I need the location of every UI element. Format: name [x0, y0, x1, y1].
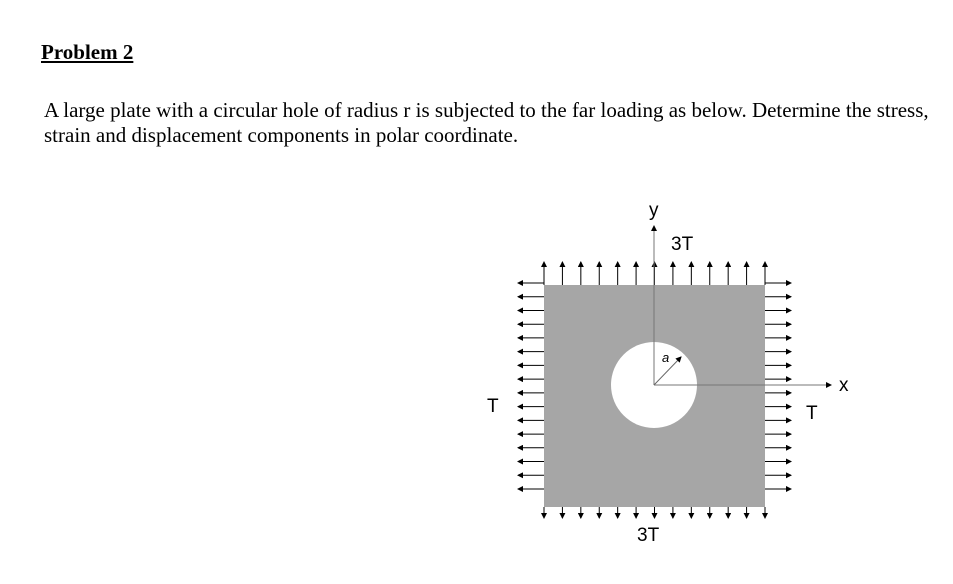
problem-statement: A large plate with a circular hole of radius r is subjected to the far loading as below. Determine the stress, strain and displacement components in polar coordinate. [44, 98, 929, 147]
problem-heading: Problem 2 [41, 40, 134, 64]
y-axis-label: y [649, 200, 659, 221]
bottom-load-label: 3T [637, 525, 660, 546]
right-load-label: T [806, 403, 818, 424]
radius-label: a [662, 350, 670, 365]
x-axis-label: x [839, 375, 849, 396]
left-load-label: T [487, 396, 499, 417]
top-load-label: 3T [671, 234, 694, 255]
